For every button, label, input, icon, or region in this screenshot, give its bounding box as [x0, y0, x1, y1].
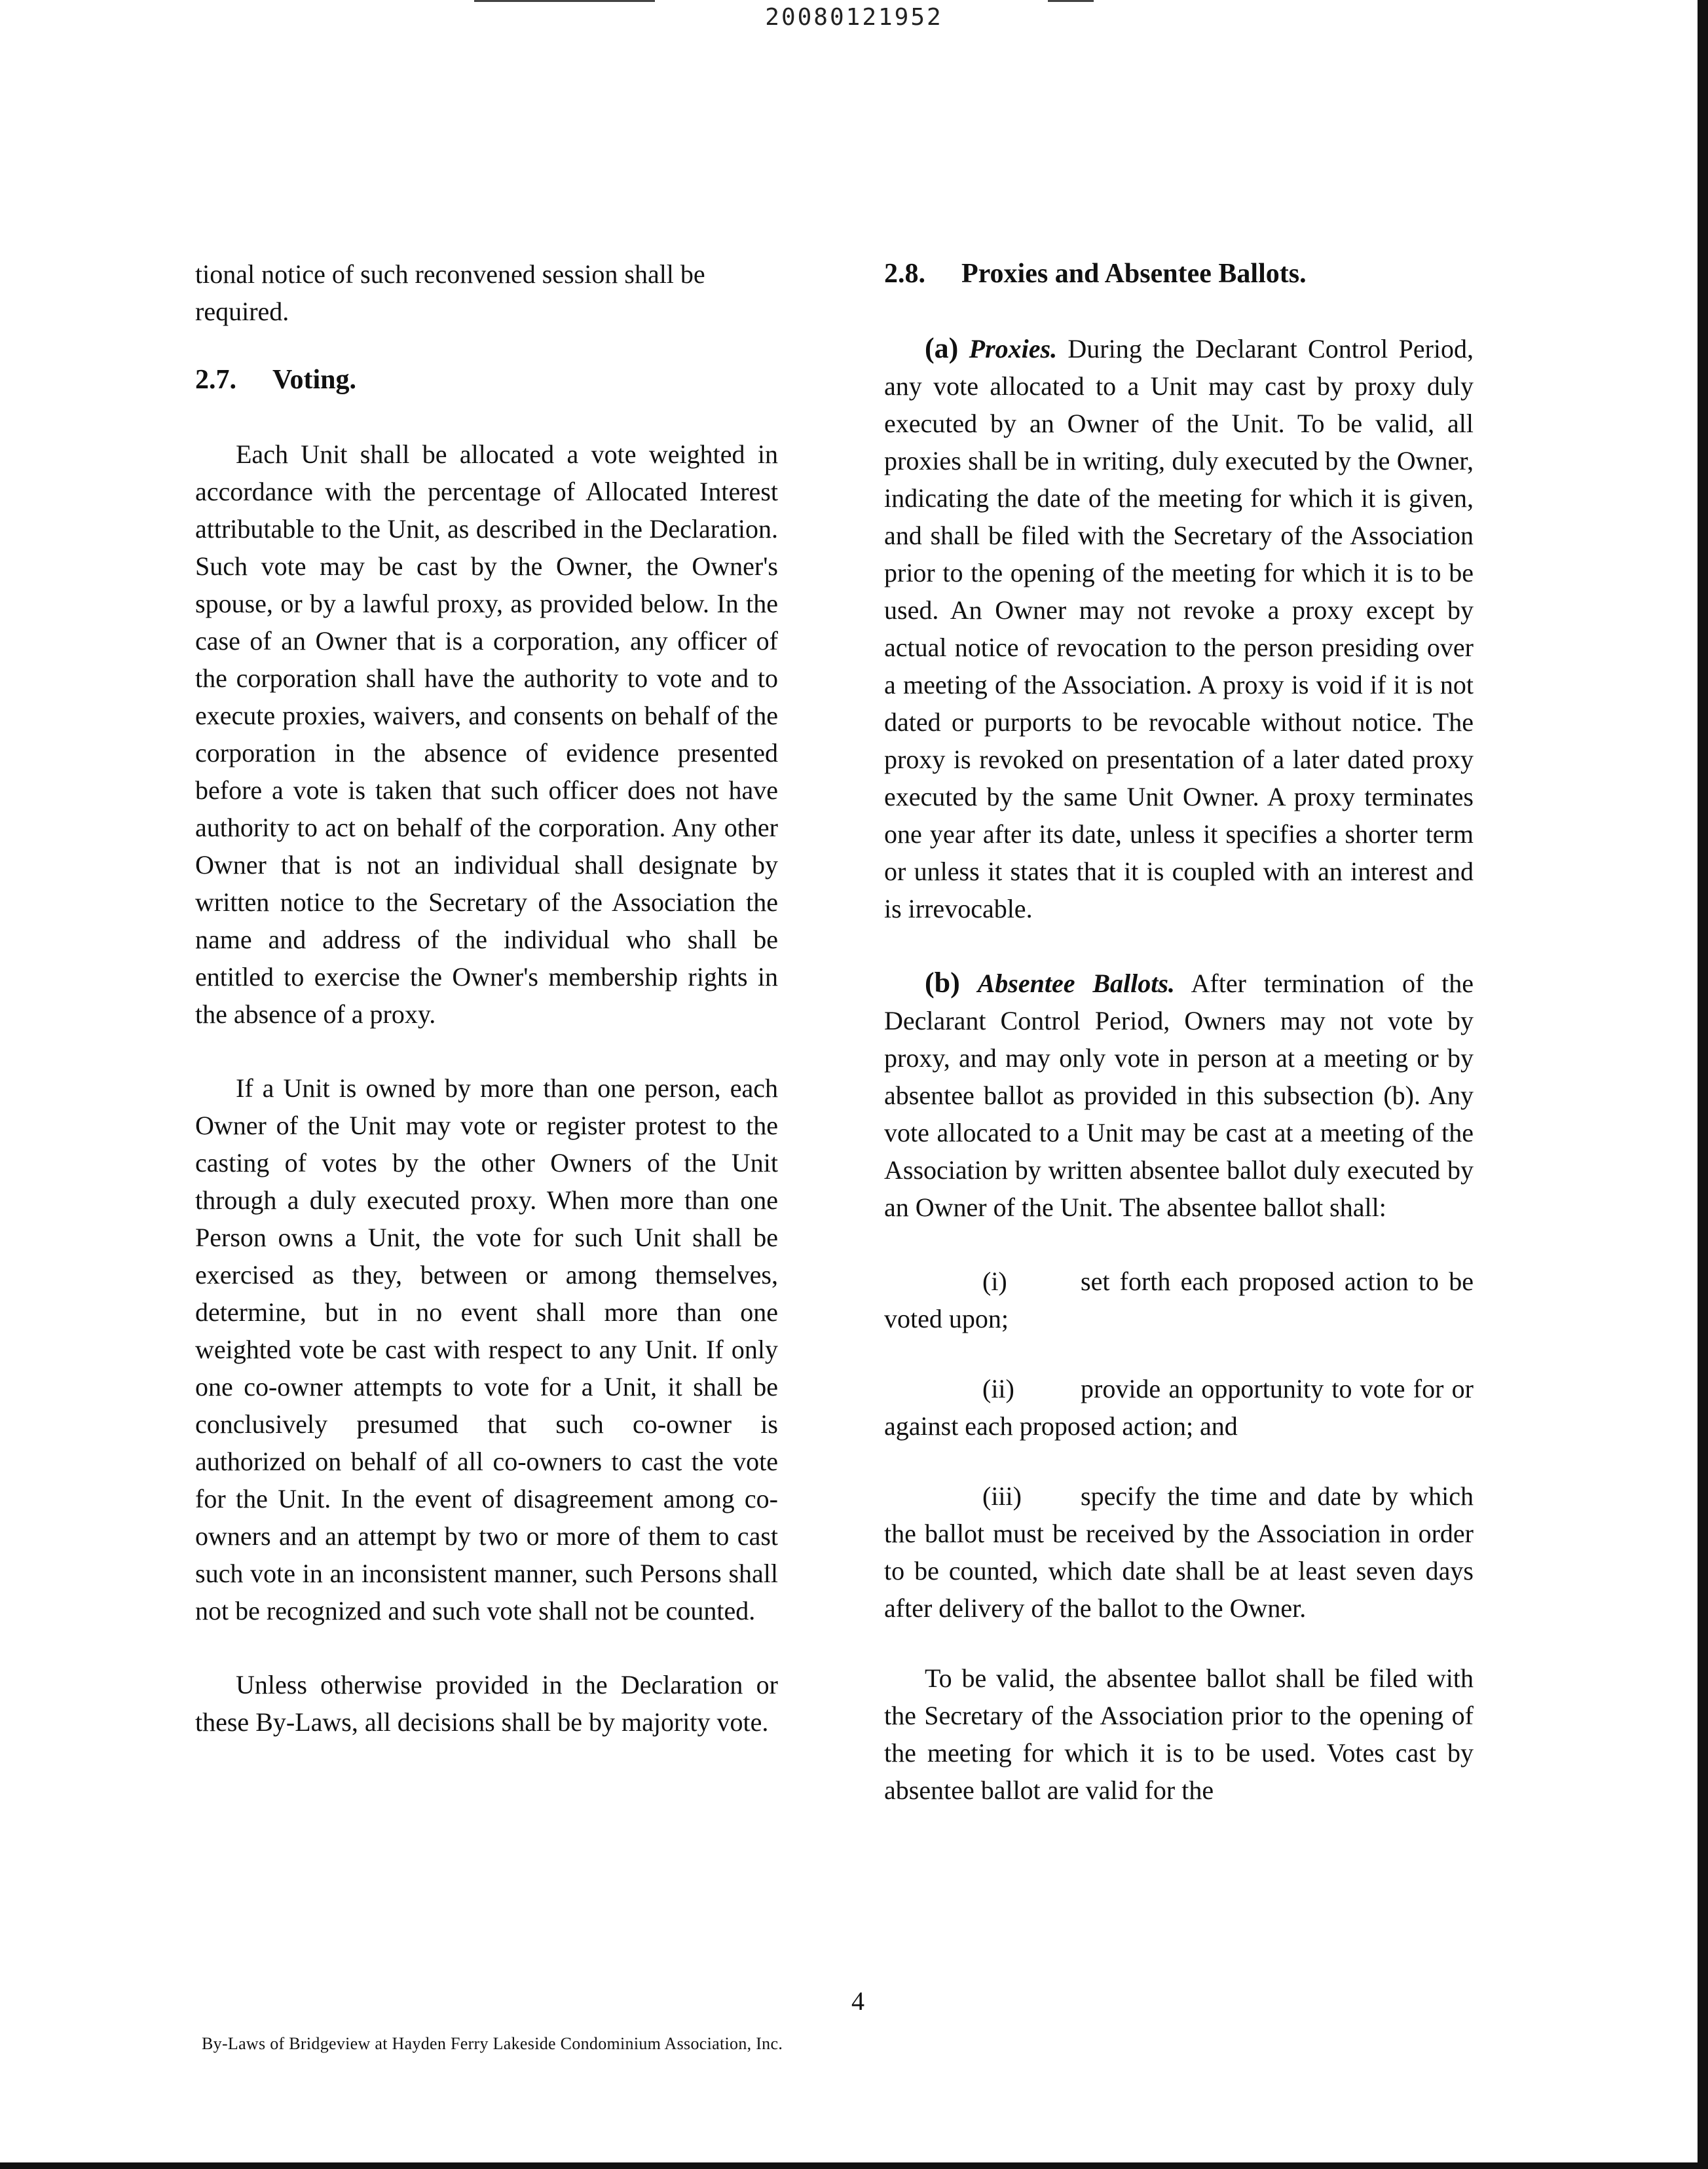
section-2-8-heading [884, 255, 1474, 293]
list-numeral: (ii) [982, 1374, 1014, 1403]
proxies-paragraph [884, 329, 1474, 927]
scan-mark-right [1048, 0, 1094, 2]
subsection-title: Absentee Ballots. [977, 969, 1175, 998]
list-numeral: (iii) [982, 1481, 1022, 1511]
page-footer: By-Laws of Bridgeview at Hayden Ferry Lakeside Condominium Association, Inc. [202, 2034, 783, 2053]
scan-border-right [1698, 0, 1708, 2169]
section-number: 2.7. [195, 365, 236, 395]
subsection-title: Proxies. [969, 334, 1058, 363]
list-numeral: (i) [982, 1267, 1007, 1296]
document-number: 20080121952 [765, 4, 943, 31]
right-column [884, 255, 1474, 1809]
list-item [884, 1477, 1474, 1627]
subsection-label: (b) [925, 967, 960, 999]
voting-paragraph-3: Unless otherwise provided in the Declaration or these By-Laws, all decisions shall be by majority vote. [195, 1670, 778, 1737]
proxies-text: During the Declarant Control Period, any vote allocated to a Unit may cast by proxy duly executed by an Owner of the Unit. To be valid, all proxies shall be in writing, duly executed by the Owner, indicating the date of the meeting for which it is given, and shall be filed with the Secretary of the Association prior to the opening of the meeting for which it is to be used. An Owner may not revoke a proxy except by actual notice of revocation to the person presiding over a meeting of the Association. A proxy is void if it is not dated or purports to be revocable without notice. The proxy is revoked on presentation of a later dated proxy executed by the same Unit Owner. A proxy terminates one year after its date, unless it specifies a shorter term or unless it states that it is coupled with an interest and is irrevocable. [884, 334, 1474, 923]
left-column [195, 255, 778, 1741]
list-item [884, 1263, 1474, 1337]
absentee-text: After termination of the Declarant Control Period, Owners may not vote by proxy, and may only vote in person at a meeting or by absentee ballot as provided in this subsection (b). Any vote allocated to a Unit may be cast at a meeting of the Association by written absentee ballot duly executed by an Owner of the Unit. The absentee ballot shall: [884, 969, 1474, 1222]
list-text: set forth each proposed action to be voted upon; [884, 1267, 1474, 1333]
list-item [884, 1370, 1474, 1445]
list-text: provide an opportunity to vote for or against each proposed action; and [884, 1374, 1474, 1441]
scan-border-bottom [0, 2162, 1708, 2169]
continuation-text: tional notice of such reconvened session shall be required. [195, 259, 705, 326]
absentee-closing-paragraph: To be valid, the absentee ballot shall be filed with the Secretary of the Association prior to the opening of the meeting for which it is to be used. Votes cast by absentee ballot are valid for the [884, 1663, 1474, 1805]
subsection-label: (a) [925, 332, 959, 364]
scan-mark-left [474, 0, 655, 2]
voting-paragraph-2: If a Unit is owned by more than one person, each Owner of the Unit may vote or register protest to the casting of votes by the other Owners of the Unit through a duly executed proxy. When more than one Person owns a Unit, the vote for such Unit shall be exercised as they, between or among themselves, determine, but in no event shall more than one weighted vote be cast with respect to any Unit. If only one co-owner attempts to vote for a Unit, it shall be conclusively presumed that such co-owner is authorized on behalf of all co-owners to cast the vote for the Unit. In the event of disagreement among co-owners and an attempt by two or more of them to cast such vote in an inconsistent manner, such Persons shall not be recognized and such vote shall not be counted. [195, 1073, 778, 1625]
page-number: 4 [851, 1986, 864, 2016]
section-number: 2.8. [884, 259, 925, 289]
section-title: Voting. [272, 365, 356, 395]
absentee-paragraph [884, 964, 1474, 1226]
section-2-7-heading [195, 362, 778, 399]
voting-paragraph-1: Each Unit shall be allocated a vote weighted in accordance with the percentage of Allocated Interest attributable to the Unit, as described in the Declaration. Such vote may be cast by the Owner, the Owner's spouse, or by a lawful proxy, as provided below. In the case of an Owner that is a corporation, any officer of the corporation shall have the authority to vote and to execute proxies, waivers, and consents on behalf of the corporation in the absence of evidence presented before a vote is taken that such officer does not have authority to act on behalf of the corporation. Any other Owner that is not an individual shall designate by written notice to the Secretary of the Association the name and address of the individual who shall be entitled to exercise the Owner's membership rights in the absence of a proxy. [195, 439, 778, 1029]
section-title: Proxies and Absentee Ballots. [961, 259, 1307, 289]
list-text: specify the time and date by which the ballot must be received by the Association in order to be counted, which date shall be at least seven days after delivery of the ballot to the Owner. [884, 1481, 1474, 1623]
